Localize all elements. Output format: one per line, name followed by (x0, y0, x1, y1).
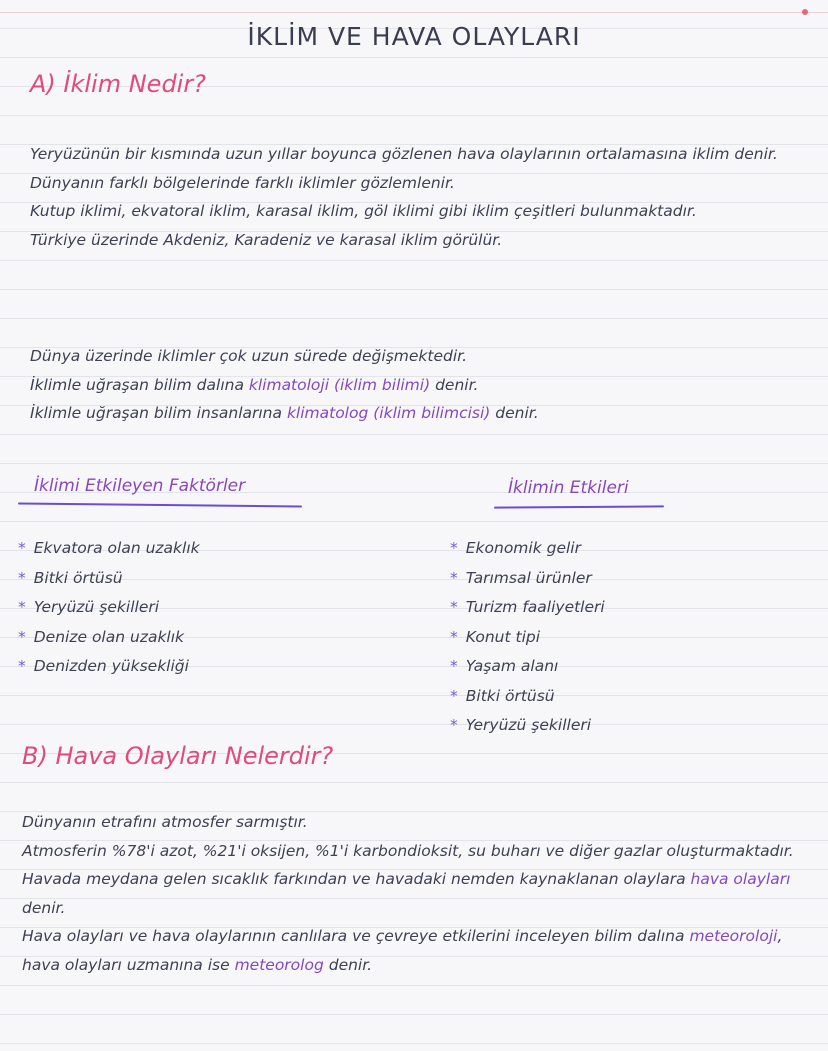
corner-dot (802, 9, 808, 15)
text-line (30, 140, 802, 169)
effects-heading: İklimin Etkileri (508, 478, 629, 498)
section-a-heading: A) İklim Nedir? (30, 70, 206, 98)
text-span: Türkiye üzerinde Akdeniz, Karadeniz ve karasal iklim görülür. (30, 230, 503, 249)
factors-list (18, 534, 200, 682)
effects-heading-underline (494, 505, 664, 508)
asterisk-icon: * (450, 657, 458, 675)
asterisk-icon: * (450, 686, 458, 705)
factors-heading: İklimi Etkileyen Faktörler (34, 476, 246, 496)
asterisk-icon: * (18, 539, 26, 557)
list-item-text: Ekonomik gelir (465, 539, 581, 557)
list-item (18, 652, 200, 682)
text-line (30, 226, 802, 255)
text-line (22, 808, 802, 837)
asterisk-icon: * (18, 598, 26, 616)
text-line (30, 371, 802, 400)
list-item-text: Bitki örtüsü (465, 686, 555, 705)
section-b-heading: B) Hava Olayları Nelerdir? (22, 742, 334, 770)
text-span: , hava olayları uzmanına ise (22, 927, 783, 974)
text-line (22, 837, 802, 866)
list-item (450, 682, 605, 712)
highlighted-term: hava olayları (690, 870, 791, 888)
text-span: denir. (22, 898, 66, 917)
list-item-text: Bitki örtüsü (33, 568, 123, 587)
list-item (18, 534, 200, 564)
asterisk-icon: * (450, 627, 458, 646)
text-span: Atmosferin %78'i azot, %21'i oksijen, %1'i karbondioksit, su buharı ve diğer gazlar oluşturmaktadır. (22, 841, 794, 860)
text-line (22, 865, 802, 922)
list-item-text: Turizm faaliyetleri (465, 598, 605, 616)
asterisk-icon: * (450, 598, 458, 616)
text-line (30, 399, 802, 428)
list-item (450, 623, 605, 653)
section-a-paragraph-2 (30, 342, 802, 428)
asterisk-icon: * (450, 539, 458, 557)
highlighted-term: meteorolog (234, 955, 324, 974)
list-item (450, 534, 605, 564)
text-line (30, 169, 802, 198)
text-span: Dünya üzerinde iklimler çok uzun sürede değişmektedir. (30, 347, 468, 365)
asterisk-icon: * (18, 568, 26, 587)
highlighted-term: klimatolog (iklim bilimcisi) (286, 404, 491, 422)
text-span: denir. (323, 955, 373, 974)
text-line (30, 197, 802, 226)
text-span: İklimle uğraşan bilim dalına (30, 375, 249, 394)
list-item (18, 564, 200, 594)
list-item (18, 623, 200, 653)
text-span: Kutup iklimi, ekvatoral iklim, karasal iklim, göl iklimi gibi iklim çeşitleri bulunmaktadır. (30, 202, 697, 220)
text-line (30, 342, 802, 371)
asterisk-icon: * (18, 627, 26, 646)
page-title: İKLİM VE HAVA OLAYLARI (247, 22, 581, 51)
factors-heading-underline (18, 503, 302, 508)
text-span: Dünyanın etrafını atmosfer sarmıştır. (22, 813, 308, 831)
list-item (18, 593, 200, 623)
list-item (450, 711, 605, 741)
highlighted-term: klimatoloji (iklim bilimi) (248, 375, 431, 394)
list-item-text: Ekvatora olan uzaklık (33, 539, 200, 557)
section-a-paragraph-1 (30, 140, 802, 254)
asterisk-icon: * (450, 568, 458, 587)
text-span: Havada meydana gelen sıcaklık farkından ve havadaki nemden kaynaklanan olaylara (22, 870, 691, 888)
list-item-text: Konut tipi (465, 627, 541, 646)
text-span: İklimle uğraşan bilim insanlarına (30, 404, 287, 422)
list-item-text: Tarımsal ürünler (465, 568, 592, 587)
section-b-paragraph (22, 808, 802, 979)
text-span: Dünyanın farklı bölgelerinde farklı iklimler gözlemlenir. (30, 173, 455, 192)
list-item-text: Yeryüzü şekilleri (33, 598, 160, 616)
list-item (450, 593, 605, 623)
effects-list (450, 534, 605, 741)
list-item (450, 652, 605, 682)
list-item-text: Denize olan uzaklık (33, 627, 185, 646)
list-item (450, 564, 605, 594)
top-margin-line (0, 12, 828, 13)
text-span: denir. (490, 404, 539, 422)
text-span: denir. (430, 375, 479, 394)
text-line (22, 922, 802, 979)
list-item-text: Yeryüzü şekilleri (465, 716, 592, 734)
list-item-text: Denizden yüksekliği (33, 657, 189, 675)
asterisk-icon: * (450, 716, 458, 734)
text-span: Hava olayları ve hava olaylarının canlılara ve çevreye etkilerini inceleyen bilim dalına (22, 927, 690, 945)
text-span: Yeryüzünün bir kısmında uzun yıllar boyunca gözlenen hava olaylarının ortalamasına iklim denir. (30, 145, 778, 163)
asterisk-icon: * (18, 657, 26, 675)
list-item-text: Yaşam alanı (465, 657, 559, 675)
highlighted-term: meteoroloji (689, 927, 778, 945)
